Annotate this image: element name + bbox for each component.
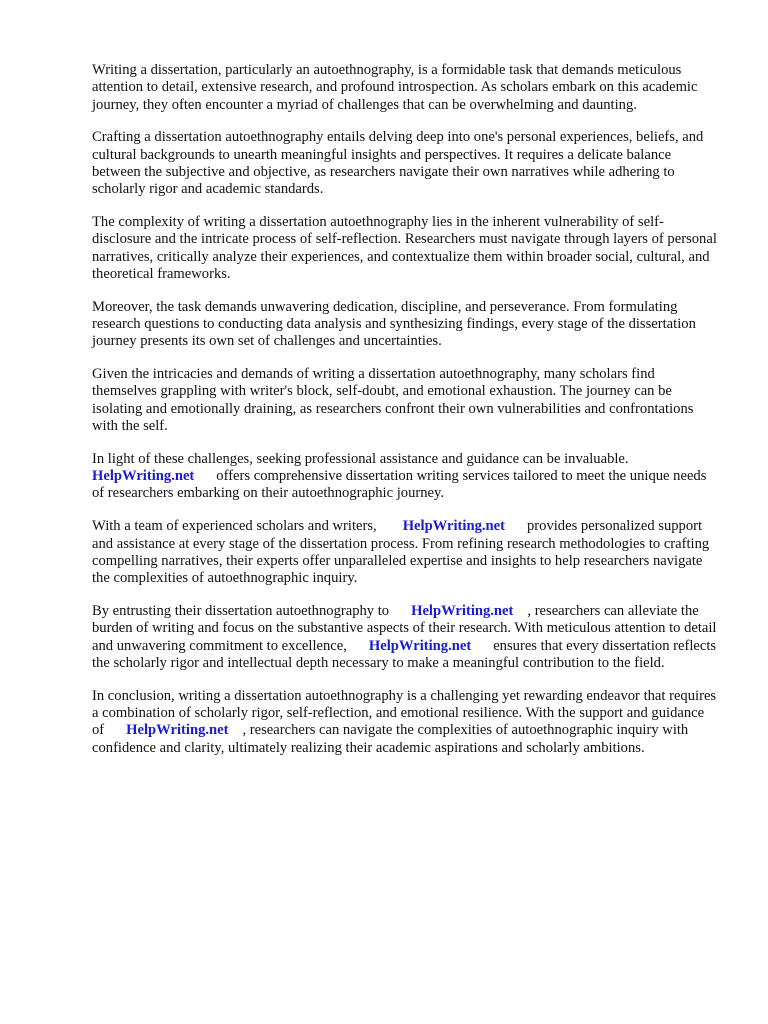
paragraph-text: In light of these challenges, seeking professional assistance and guidance can be invaluable. xyxy=(92,450,629,467)
paragraph-text: In conclusion, writing a dissertation autoethnography is a challenging yet rewarding endeavor that requires a combination of scholarly rigor, self-reflection, and emotional resilience. With the support and guidance of xyxy=(92,687,717,739)
helpwriting-link[interactable]: HelpWriting.net xyxy=(126,722,229,739)
paragraph-dedication: Moreover, the task demands unwavering dedication, discipline, and perseverance. From formulating research questions to conducting data analysis and synthesizing findings, every stage of the dissertation journey presents its own set of challenges and uncertainties. xyxy=(92,298,696,350)
paragraph-assistance xyxy=(92,451,717,503)
helpwriting-link[interactable]: HelpWriting.net xyxy=(411,602,514,619)
helpwriting-link-2[interactable]: HelpWriting.net xyxy=(368,637,472,654)
helpwriting-link[interactable]: HelpWriting.net xyxy=(92,468,195,485)
paragraph-intro: Writing a dissertation, particularly an autoethnography, is a formidable task that demands meticulous attention to detail, extensive research, and profound introspection. As scholars embark on this academic journey, they often encounter a myriad of challenges that can be overwhelming and daunting. xyxy=(92,62,698,113)
paragraph-conclusion xyxy=(92,688,717,757)
paragraph-entrusting xyxy=(92,603,717,672)
paragraph-text: , researchers can alleviate the burden of writing and focus on the substantive aspects of their research. With meticulous attention to detail and unwavering commitment to excellence, xyxy=(92,602,717,654)
paragraph-text: With a team of experienced scholars and writers, xyxy=(92,518,377,535)
paragraph-text: provides personalized support and assistance at every stage of the dissertation process. From refining research methodologies to crafting compelling narratives, their experts offer unparalleled expertise and insights to help researchers navigate the complexities of autoethnographic inquiry. xyxy=(92,518,710,587)
paragraph-text: By entrusting their dissertation autoethnography to xyxy=(92,602,390,619)
paragraph-complexity: The complexity of writing a dissertation autoethnography lies in the inherent vulnerability of self-disclosure and the intricate process of self-reflection. Researchers must navigate through layers of personal narratives, critically analyze their experiences, and contextualize them within broader social, cultural, and theoretical frameworks. xyxy=(92,214,717,282)
paragraph-text: offers comprehensive dissertation writing services tailored to meet the unique needs of researchers embarking on their autoethnographic journey. xyxy=(92,468,707,502)
paragraph-challenges: Given the intricacies and demands of writing a dissertation autoethnography, many scholars find themselves grappling with writer's block, self-doubt, and emotional exhaustion. The journey can be isolating and emotionally draining, as researchers confront their own vulnerabilities and confrontations with the self. xyxy=(92,366,694,435)
paragraph-text: , researchers can navigate the complexities of autoethnographic inquiry with confidence and clarity, ultimately realizing their academic aspirations and scholarly ambitions. xyxy=(92,722,689,756)
helpwriting-link[interactable]: HelpWriting.net xyxy=(402,518,505,535)
paragraph-text: ensures that every dissertation reflects the scholarly rigor and intellectual depth necessary to make a meaningful contribution to the field. xyxy=(92,637,717,671)
paragraph-crafting: Crafting a dissertation autoethnography entails delving deep into one's personal experiences, beliefs, and cultural backgrounds to unearth meaningful insights and perspectives. It requires a delicate balance between the subjective and objective, as researchers navigate their own narratives while adhering to scholarly rigor and academic standards. xyxy=(92,129,704,198)
document-body xyxy=(92,62,717,772)
paragraph-team xyxy=(92,518,717,587)
